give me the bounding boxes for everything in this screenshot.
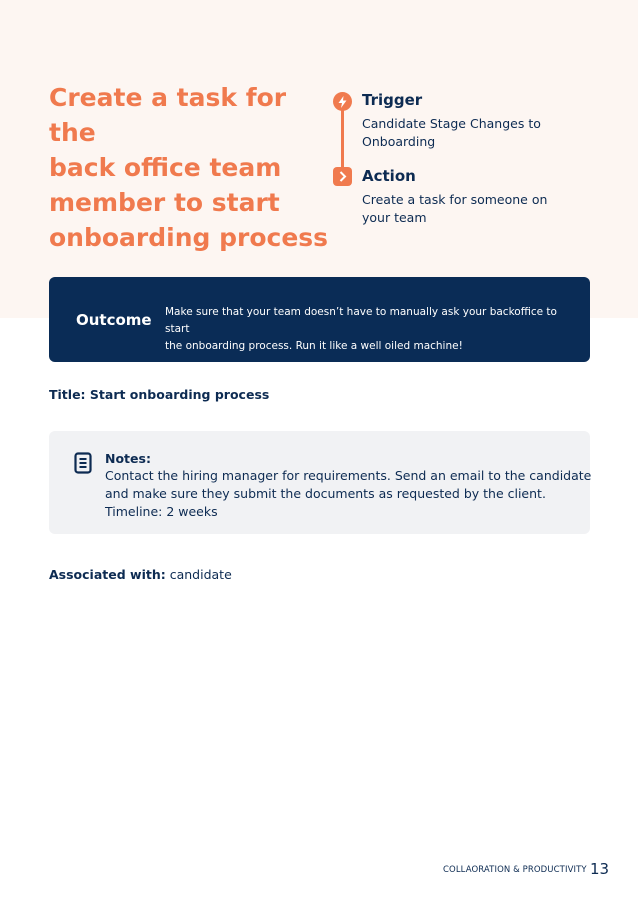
notes-panel — [49, 431, 590, 534]
page-title — [49, 80, 329, 255]
action-line: Create a task for someone on — [362, 192, 548, 207]
notes-heading: Notes: — [105, 451, 151, 466]
title-line: member to start — [49, 188, 280, 217]
outcome-label: Outcome — [76, 311, 152, 329]
chevron-right-icon — [333, 167, 352, 186]
outcome-panel — [49, 277, 590, 362]
outcome-line: Make sure that your team doesn’t have to manually ask your backoffice to start — [165, 306, 557, 335]
action-line: your team — [362, 210, 427, 225]
trigger-line: Candidate Stage Changes to — [362, 116, 541, 131]
notes-line: Timeline: 2 weeks — [105, 504, 218, 519]
notes-line: Contact the hiring manager for requirements. Send an email to the candidate — [105, 468, 592, 483]
timeline-connector — [341, 104, 344, 176]
title-line: onboarding process — [49, 223, 329, 252]
outcome-text — [165, 304, 575, 355]
footer-section-label: COLLAORATION & PRODUCTIVITY — [443, 865, 587, 875]
associated-with — [49, 567, 232, 582]
notes-line: and make sure they submit the documents as requested by the client. — [105, 486, 546, 501]
action-description — [362, 191, 562, 227]
title-line: Create a task for the — [49, 83, 287, 147]
task-title: Title: Start onboarding process — [49, 387, 270, 402]
action-heading: Action — [362, 167, 416, 185]
document-icon — [74, 452, 92, 474]
title-line: back office team — [49, 153, 282, 182]
page-number: 13 — [590, 860, 610, 878]
trigger-description — [362, 115, 562, 151]
associated-value: candidate — [169, 567, 232, 582]
trigger-line: Onboarding — [362, 134, 436, 149]
trigger-heading: Trigger — [362, 91, 423, 109]
lightning-icon — [333, 92, 352, 111]
associated-label: Associated with: — [49, 567, 166, 582]
outcome-line: the onboarding process. Run it like a well oiled machine! — [165, 340, 463, 352]
